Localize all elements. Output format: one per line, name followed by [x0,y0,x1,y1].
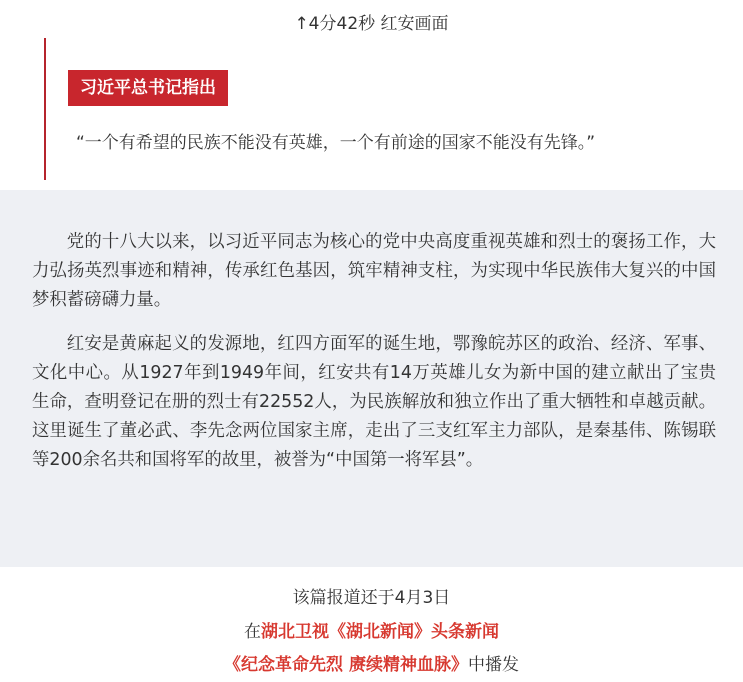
broadcast-channel-line [0,619,743,645]
video-timestamp-caption: ↑4分42秒 红安画面 [294,14,449,34]
program-suffix: 中播发 [467,655,519,675]
quote-block [44,38,726,180]
broadcast-date-line: 该篇报道还于4月3日 [292,588,451,608]
program-title-line [0,652,743,678]
channel-name: 湖北卫视《湖北新闻》头条新闻 [261,622,499,642]
program-title: 《纪念革命先烈 赓续精神血脉》 [224,655,468,675]
article-body-panel [0,190,743,567]
quote-text: “一个有希望的民族不能没有英雄，一个有前途的国家不能没有先锋。” [76,133,596,153]
article-paragraph: 党的十八大以来，以习近平同志为核心的党中央高度重视英雄和烈士的褒扬工作，大力弘扬英烈事迹和精神，传承红色基因，筑牢精神支柱，为实现中华民族伟大复兴的中国梦积蓄磅礴力量。 [32,232,716,310]
channel-prefix: 在 [244,622,261,642]
quote-label: 习近平总书记指出 [68,70,228,106]
article-paragraph: 红安是黄麻起义的发源地，红四方面军的诞生地，鄂豫皖苏区的政治、经济、军事、文化中心。从1927年到1949年间，红安共有14万英雄儿女为新中国的建立献出了宝贵生命，查明登记在册的烈士有22552人，为民族解放和独立作出了重大牺牲和卓越贡献。这里诞生了董必武、李先念两位国家主席，走出了三支红军主力部队，是秦基伟、陈锡联等200余名共和国将军的故里，被誉为“中国第一将军县”。 [32,334,716,470]
